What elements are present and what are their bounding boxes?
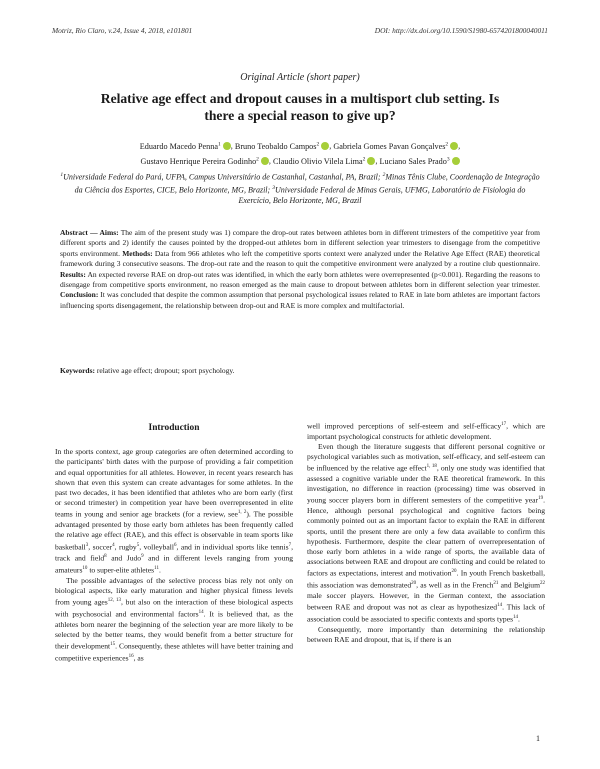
text: . In youth French basketball, this association was demonstrated [307, 568, 545, 590]
text: male soccer players. However, in the German context, the association between RAE and dropout was not as clear as hypothesized [307, 590, 545, 612]
citation: 20 [451, 569, 457, 575]
citation: 8 [104, 554, 107, 560]
keywords [60, 366, 540, 376]
author-name: Bruno Teobaldo Campos [234, 141, 317, 151]
paragraph [307, 625, 545, 645]
author-affiliation-mark: 2 [256, 156, 259, 163]
abstract-results: An expected reverse RAE on drop-out rates was identified, in which the early born athletes were overrepresented (p<0.001). Regarding the reasons to disengage from competitive sports environment, no reason emerged as the main cause to dropout between athletes born in different selection year trimester. [60, 269, 540, 290]
text: ). The possible advantaged presented by those early born athletes has been frequently called the relative age effect (RAE), and this effect is observable in team sports like basketball [55, 509, 293, 552]
abstract-aims: The aim of the present study was 1) compare the drop-out rates between athletes born in different trimesters of the competitive year from different sports and 2) identify the causes pointed by the dropped-out athletes born in different selection year trimesters to disengage from the competitive sports environment. [60, 228, 540, 258]
affiliation-mark: 3 [272, 184, 275, 191]
text: . This lack of association could be associated to specific contexts and sports types [307, 602, 545, 624]
citation: 20 [411, 581, 417, 587]
text: , only one study was identified that assessed a cognitive variable under the RAE theoretical framework. In this investigation, no difference in reaction (processing) time was observed in young soccer players born in different semesters of the competitive year [307, 463, 546, 506]
affiliation-mark: 1 [60, 172, 64, 178]
citation: 16 [128, 653, 134, 659]
text: . Consequently, these athletes will have better training and competitive experiences [55, 641, 293, 663]
citation: 14 [198, 609, 204, 615]
keywords-label: Keywords: [60, 366, 95, 375]
text: Even though the literature suggests that different personal cognitive or psychological variables such as motivation, self-efficacy, and self-esteem can be influenced by the relative age effect [307, 441, 545, 473]
author-affiliation-mark: 2 [445, 141, 449, 147]
author-affiliation-mark: 1 [218, 141, 221, 147]
citation: 4 [112, 542, 115, 548]
text: and Belgium [498, 580, 540, 590]
author [140, 157, 268, 166]
right-column [307, 420, 545, 645]
text: , but also on the interaction of these biological aspects with psychosocial and environmental factors [55, 597, 293, 619]
text: The possible advantages of the selective process bias rely not only on biological aspects, like early maturation and higher physical fitness levels from young ages [55, 575, 293, 607]
journal-citation: Motriz, Rio Claro, v.24, Issue 4, 2018, e101801 [52, 26, 193, 35]
article-type: Original Article (short paper) [240, 72, 360, 83]
abstract-conclusion: It was concluded that despite the common assumption that personal psychological issues related to RAE in late born athletes are important factors influencing sports disengagement, the relationship between drop-out and RAE is more complex and multifactorial. [60, 290, 540, 310]
orcid-icon[interactable] [261, 157, 269, 165]
running-head [52, 26, 548, 35]
abstract-label: Abstract — Aims: [60, 228, 119, 237]
text: . Hence, although personal psychological and cognitive factors being commonly pointed out as an important factor to explain the RAE in different sports, until the present there are only a few data available to confirm this hypothesis. Furthermore, despite the clear pattern of overrepresentation of those early born athletes in a wide range of sports, the available data of associations between RAE and dropout are conflicting and could be related to factors as expectations, interest and motivation [307, 496, 545, 578]
text: , which are important psychological constructs for athletic development. [307, 421, 545, 441]
conclusion-label: Conclusion: [60, 290, 99, 300]
citation: 1, 18 [426, 464, 437, 470]
methods-label: Methods: [122, 248, 153, 258]
text: , track and field [55, 542, 294, 563]
author-name: Claudio Olivio Vilela Lima [273, 156, 363, 166]
abstract-methods: Data from 966 athletes who left the competitive sports context were analyzed under the Relative Age Effect (RAE) theoretical framework during 3 consecutive seasons. The drop-out rate and the reason to quit the competitive environment were analyzed by a routine club questionnaire. [60, 248, 540, 269]
paragraph [307, 420, 545, 442]
author-affiliation-mark: 3 [446, 156, 450, 163]
orcid-icon[interactable] [223, 142, 231, 150]
citation: 3 [85, 542, 89, 548]
text: , as [133, 653, 144, 663]
citation: 15 [110, 642, 116, 648]
page-number: 1 [536, 734, 540, 743]
text: , soccer [88, 542, 113, 552]
abstract [60, 228, 540, 311]
keywords-text: relative age effect; dropout; sport psychology. [95, 366, 235, 375]
section-heading-introduction: Introduction [148, 423, 200, 433]
paper-title: Relative age effect and dropout causes in a multisport club setting. Is there a special reason to give up? [100, 91, 500, 123]
text: well improved perceptions of self-esteem and self-efficacy [307, 421, 502, 431]
left-column [55, 420, 293, 664]
text: Consequently, more importantly than determining the relationship between RAE and dropout, that is, if there is an [307, 624, 545, 644]
orcid-icon[interactable] [321, 142, 329, 150]
citation: 14 [513, 614, 519, 620]
author-name: Gabriela Gomes Pavan Gonçalves [333, 141, 446, 151]
author-name: Gustavo Henrique Pereira Godinho [140, 156, 257, 166]
text: to super-elite athletes [87, 565, 155, 575]
text: , and in individual sports like tennis [176, 542, 289, 552]
orcid-icon[interactable] [450, 142, 458, 150]
citation: 6 [173, 542, 177, 548]
affiliations [60, 170, 540, 206]
author [273, 157, 375, 166]
author-name: Eduardo Macedo Penna [139, 141, 219, 151]
author [140, 142, 231, 151]
affiliation: Minas Tênis Clube, Coordenação de Integração da Ciência dos Esportes, CICE, Belo Horizonte, MG, Brazil; [74, 172, 540, 195]
citation: 22 [540, 581, 545, 587]
citation: 7 [288, 542, 292, 548]
text: . It is believed that, as the athletes born nearer the beginning of the selection year are more likely to be selected by the better teams, they would benefit from a better structure for their development [55, 609, 293, 651]
paragraph [307, 442, 545, 625]
paragraph [55, 576, 293, 664]
citation: 10 [82, 566, 88, 572]
text: , as well as in the French [416, 580, 494, 590]
text: . [158, 565, 161, 575]
author [380, 157, 460, 166]
citation: 17 [501, 422, 507, 427]
author-name: Luciano Sales Prado [379, 156, 447, 166]
doi-link[interactable]: DOI: http://dx.doi.org/10.1590/S1980-6574201800040011 [374, 26, 548, 35]
author-affiliation-mark: 2 [316, 141, 320, 147]
text: , volleyball [139, 542, 174, 552]
text: In the sports context, age group categories are often determined according to the participants' birth dates with the purpose of providing a fair competition and equal opportunities for all athletes. However, in recent years research has shown that even this system can create advantages for some athletes. In the past two decades, it has been identified that athletes who are born early (first or second trimester) in competition year have been overrepresented in elite teams in young and senior age brackets (for a review, see [55, 447, 293, 519]
results-label: Results: [60, 269, 86, 279]
text: and Judo [106, 553, 142, 563]
citation: 9 [141, 554, 144, 560]
author [333, 142, 458, 151]
citation: 19 [538, 496, 544, 502]
text: and in different levels ranging from young amateurs [55, 553, 293, 575]
orcid-icon[interactable] [452, 157, 460, 165]
affiliation: Universidade Federal do Pará, UFPA, Campus Universitário de Castanhal, Castanhal, PA, Brazil; [63, 172, 383, 182]
citation: 21 [493, 581, 499, 587]
author-affiliation-mark: 2 [362, 156, 366, 163]
citation: 11 [154, 566, 159, 572]
citation: 1, 2 [237, 510, 247, 516]
citation: 14 [497, 603, 503, 609]
text: . [518, 614, 520, 624]
author [235, 142, 329, 151]
orcid-icon[interactable] [367, 157, 375, 165]
paragraph [55, 447, 293, 576]
affiliation-mark: 2 [382, 172, 386, 178]
author-list: Eduardo Macedo Penna$^1$ , Bruno Teobaldo Campos$^2$ , Gabriela Gomes Pavan Gonçalves$^2$ , Gustavo Henrique Pereira Godinho$^2$ , Claudio Olivio Vilela Lima$^2$ , Luciano Sales Prado$^3$ [139, 141, 461, 166]
citation: 5 [136, 542, 140, 548]
citation: 12, 13 [107, 598, 122, 604]
text: , rugby [114, 542, 137, 552]
affiliation: Universidade Federal de Minas Gerais, UFMG, Laboratório de Fisiologia do Exercício, Belo Horizonte, MG, Brazil [238, 185, 526, 206]
